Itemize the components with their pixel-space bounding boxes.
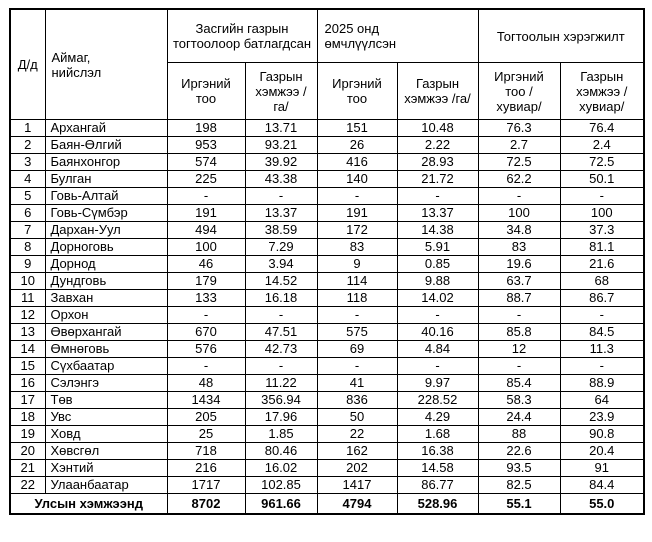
value-cell-impl-area-pct: 20.4 [560,443,644,460]
value-cell-approved-citizens: 100 [167,239,245,256]
value-cell-impl-area-pct: 76.4 [560,120,644,137]
value-cell-2025-area: 28.93 [397,154,478,171]
total-impl-citizens-pct: 55.1 [478,494,560,515]
value-cell-approved-citizens: 953 [167,137,245,154]
value-cell-2025-area: 86.77 [397,477,478,494]
value-cell-2025-area: - [397,358,478,375]
value-cell-impl-area-pct: 100 [560,205,644,222]
value-cell-2025-citizens: 836 [317,392,397,409]
value-cell-impl-area-pct: 72.5 [560,154,644,171]
value-cell-2025-area: 228.52 [397,392,478,409]
value-cell-approved-area: 93.21 [245,137,317,154]
value-cell-2025-area: 14.02 [397,290,478,307]
table-row [10,256,644,273]
province-name-cell: Архангай [45,120,167,137]
value-cell-2025-area: 10.48 [397,120,478,137]
value-cell-approved-area: 42.73 [245,341,317,358]
row-index-cell: 15 [10,358,45,375]
row-index-cell: 11 [10,290,45,307]
value-cell-impl-area-pct: 37.3 [560,222,644,239]
province-name-cell: Улаанбаатар [45,477,167,494]
value-cell-approved-area: 16.02 [245,460,317,477]
value-cell-2025-citizens: - [317,188,397,205]
province-name-cell: Өмнөговь [45,341,167,358]
value-cell-approved-area: 17.96 [245,409,317,426]
row-index-cell: 12 [10,307,45,324]
value-cell-impl-citizens-pct: - [478,188,560,205]
row-index-cell: 19 [10,426,45,443]
total-2025-area: 528.96 [397,494,478,515]
total-2025-citizens: 4794 [317,494,397,515]
table-row [10,460,644,477]
value-cell-impl-area-pct: 68 [560,273,644,290]
value-cell-impl-citizens-pct: 85.8 [478,324,560,341]
value-cell-2025-area: 2.22 [397,137,478,154]
value-cell-impl-citizens-pct: 63.7 [478,273,560,290]
province-name-cell: Булган [45,171,167,188]
value-cell-approved-citizens: 574 [167,154,245,171]
table-row [10,392,644,409]
value-cell-2025-citizens: - [317,307,397,324]
value-cell-2025-area: 13.37 [397,205,478,222]
row-index-cell: 4 [10,171,45,188]
table-row [10,324,644,341]
table-row [10,358,644,375]
column-group-approved: Засгийн газрын тогтоолоор батлагдсан [167,9,317,63]
value-cell-impl-area-pct: - [560,358,644,375]
province-name-cell: Баянхонгор [45,154,167,171]
row-index-cell: 17 [10,392,45,409]
value-cell-impl-citizens-pct: 22.6 [478,443,560,460]
value-cell-approved-citizens: 225 [167,171,245,188]
value-cell-impl-area-pct: 2.4 [560,137,644,154]
value-cell-approved-citizens: 1434 [167,392,245,409]
province-name-cell: Дархан-Уул [45,222,167,239]
value-cell-2025-area: 9.97 [397,375,478,392]
province-name-cell: Увс [45,409,167,426]
value-cell-approved-area: 13.71 [245,120,317,137]
value-cell-approved-citizens: 133 [167,290,245,307]
row-index-cell: 8 [10,239,45,256]
province-name-cell: Төв [45,392,167,409]
value-cell-approved-citizens: 216 [167,460,245,477]
column-group-2025-label: 2025 онд өмчлүүлсэн [324,21,397,51]
value-cell-impl-citizens-pct: 93.5 [478,460,560,477]
table-row [10,137,644,154]
value-cell-impl-citizens-pct: 12 [478,341,560,358]
province-name-cell: Дундговь [45,273,167,290]
column-header-index: Д/д [10,9,45,120]
row-index-cell: 6 [10,205,45,222]
value-cell-2025-citizens: 22 [317,426,397,443]
value-cell-approved-citizens: 191 [167,205,245,222]
value-cell-approved-area: 38.59 [245,222,317,239]
table-row [10,426,644,443]
province-name-cell: Говь-Сүмбэр [45,205,167,222]
value-cell-2025-area: 16.38 [397,443,478,460]
row-index-cell: 16 [10,375,45,392]
value-cell-impl-citizens-pct: 76.3 [478,120,560,137]
row-index-cell: 14 [10,341,45,358]
column-header-aimag-label: Аймаг, нийслэл [51,49,102,80]
value-cell-approved-area: 16.18 [245,290,317,307]
value-cell-impl-area-pct: 84.5 [560,324,644,341]
total-approved-citizens: 8702 [167,494,245,515]
value-cell-2025-citizens: 151 [317,120,397,137]
row-index-cell: 20 [10,443,45,460]
table-row [10,307,644,324]
province-name-cell: Говь-Алтай [45,188,167,205]
value-cell-approved-area: 356.94 [245,392,317,409]
value-cell-impl-citizens-pct: 88.7 [478,290,560,307]
value-cell-impl-citizens-pct: 83 [478,239,560,256]
value-cell-impl-citizens-pct: 72.5 [478,154,560,171]
value-cell-approved-area: 47.51 [245,324,317,341]
row-index-cell: 9 [10,256,45,273]
value-cell-approved-area: - [245,188,317,205]
column-group-implementation: Тогтоолын хэрэгжилт [478,9,644,63]
value-cell-impl-area-pct: - [560,307,644,324]
value-cell-impl-citizens-pct: 34.8 [478,222,560,239]
total-label-cell: Улсын хэмжээнд [10,494,167,515]
province-name-cell: Сэлэнгэ [45,375,167,392]
value-cell-2025-citizens: 140 [317,171,397,188]
value-cell-2025-area: - [397,188,478,205]
value-cell-approved-citizens: 670 [167,324,245,341]
value-cell-2025-citizens: 172 [317,222,397,239]
value-cell-2025-citizens: 50 [317,409,397,426]
value-cell-approved-area: 14.52 [245,273,317,290]
value-cell-impl-area-pct: 88.9 [560,375,644,392]
value-cell-approved-area: 80.46 [245,443,317,460]
value-cell-approved-citizens: 48 [167,375,245,392]
value-cell-2025-citizens: 41 [317,375,397,392]
value-cell-impl-area-pct: 23.9 [560,409,644,426]
province-name-cell: Сүхбаатар [45,358,167,375]
value-cell-approved-area: - [245,307,317,324]
value-cell-impl-citizens-pct: 24.4 [478,409,560,426]
value-cell-impl-area-pct: 86.7 [560,290,644,307]
value-cell-approved-area: 102.85 [245,477,317,494]
table-row [10,222,644,239]
value-cell-approved-citizens: - [167,307,245,324]
value-cell-2025-citizens: 1417 [317,477,397,494]
province-name-cell: Өвөрхангай [45,324,167,341]
province-name-cell: Дорноговь [45,239,167,256]
value-cell-approved-citizens: 205 [167,409,245,426]
value-cell-approved-citizens: 46 [167,256,245,273]
subcolumn-2025-area: Газрын хэмжээ /га/ [397,63,478,120]
value-cell-2025-citizens: - [317,358,397,375]
row-index-cell: 1 [10,120,45,137]
total-row [10,494,644,515]
subcolumn-impl-citizens-pct: Иргэний тоо /хувиар/ [478,63,560,120]
value-cell-2025-citizens: 575 [317,324,397,341]
value-cell-approved-citizens: 718 [167,443,245,460]
value-cell-2025-area: 9.88 [397,273,478,290]
province-name-cell: Хэнтий [45,460,167,477]
province-name-cell: Дорнод [45,256,167,273]
value-cell-2025-area: 14.38 [397,222,478,239]
province-name-cell: Баян-Өлгий [45,137,167,154]
table-row [10,443,644,460]
value-cell-2025-citizens: 191 [317,205,397,222]
table-row [10,120,644,137]
value-cell-impl-citizens-pct: 85.4 [478,375,560,392]
header-group-row [10,9,644,63]
value-cell-2025-area: 14.58 [397,460,478,477]
value-cell-approved-citizens: 179 [167,273,245,290]
value-cell-impl-area-pct: 21.6 [560,256,644,273]
value-cell-impl-area-pct: 11.3 [560,341,644,358]
value-cell-2025-citizens: 162 [317,443,397,460]
table-row [10,341,644,358]
table-row [10,205,644,222]
table-row [10,477,644,494]
row-index-cell: 5 [10,188,45,205]
value-cell-2025-area: 4.29 [397,409,478,426]
value-cell-2025-area: 21.72 [397,171,478,188]
value-cell-2025-area: 0.85 [397,256,478,273]
value-cell-impl-area-pct: 64 [560,392,644,409]
value-cell-impl-citizens-pct: - [478,358,560,375]
value-cell-impl-area-pct: 91 [560,460,644,477]
value-cell-approved-citizens: 494 [167,222,245,239]
table-row [10,409,644,426]
province-name-cell: Орхон [45,307,167,324]
value-cell-approved-citizens: 1717 [167,477,245,494]
table-footer [10,494,644,515]
value-cell-impl-citizens-pct: 19.6 [478,256,560,273]
row-index-cell: 10 [10,273,45,290]
value-cell-approved-area: 43.38 [245,171,317,188]
land-privatization-table [9,8,645,515]
value-cell-impl-citizens-pct: 62.2 [478,171,560,188]
value-cell-2025-citizens: 83 [317,239,397,256]
value-cell-impl-area-pct: 50.1 [560,171,644,188]
value-cell-impl-citizens-pct: 88 [478,426,560,443]
value-cell-approved-citizens: 576 [167,341,245,358]
row-index-cell: 18 [10,409,45,426]
table-row [10,154,644,171]
value-cell-impl-area-pct: - [560,188,644,205]
value-cell-impl-citizens-pct: 100 [478,205,560,222]
table-header [10,9,644,120]
value-cell-impl-citizens-pct: 2.7 [478,137,560,154]
value-cell-impl-citizens-pct: - [478,307,560,324]
row-index-cell: 2 [10,137,45,154]
row-index-cell: 7 [10,222,45,239]
value-cell-approved-area: 39.92 [245,154,317,171]
table-row [10,171,644,188]
value-cell-2025-area: 5.91 [397,239,478,256]
column-group-2025 [317,9,478,63]
value-cell-impl-citizens-pct: 58.3 [478,392,560,409]
value-cell-approved-area: 13.37 [245,205,317,222]
value-cell-2025-citizens: 118 [317,290,397,307]
subcolumn-impl-area-pct: Газрын хэмжээ /хувиар/ [560,63,644,120]
value-cell-approved-citizens: - [167,188,245,205]
value-cell-approved-citizens: 25 [167,426,245,443]
value-cell-2025-area: 1.68 [397,426,478,443]
table-body [10,120,644,494]
value-cell-2025-citizens: 9 [317,256,397,273]
value-cell-approved-area: 11.22 [245,375,317,392]
subcolumn-2025-citizens: Иргэний тоо [317,63,397,120]
value-cell-2025-area: 4.84 [397,341,478,358]
value-cell-2025-citizens: 202 [317,460,397,477]
value-cell-2025-citizens: 416 [317,154,397,171]
row-index-cell: 3 [10,154,45,171]
column-header-aimag [45,9,167,120]
value-cell-approved-area: 1.85 [245,426,317,443]
province-name-cell: Ховд [45,426,167,443]
value-cell-approved-citizens: - [167,358,245,375]
table-row [10,273,644,290]
table-row [10,188,644,205]
value-cell-2025-citizens: 114 [317,273,397,290]
subcolumn-approved-area: Газрын хэмжээ /га/ [245,63,317,120]
province-name-cell: Хөвсгөл [45,443,167,460]
row-index-cell: 22 [10,477,45,494]
value-cell-impl-area-pct: 90.8 [560,426,644,443]
value-cell-2025-area: - [397,307,478,324]
table-row [10,239,644,256]
value-cell-approved-area: - [245,358,317,375]
value-cell-2025-citizens: 69 [317,341,397,358]
value-cell-impl-citizens-pct: 82.5 [478,477,560,494]
table-row [10,290,644,307]
value-cell-impl-area-pct: 84.4 [560,477,644,494]
table-row [10,375,644,392]
subcolumn-approved-citizens: Иргэний тоо [167,63,245,120]
total-impl-area-pct: 55.0 [560,494,644,515]
value-cell-2025-area: 40.16 [397,324,478,341]
row-index-cell: 21 [10,460,45,477]
total-approved-area: 961.66 [245,494,317,515]
value-cell-approved-citizens: 198 [167,120,245,137]
value-cell-approved-area: 3.94 [245,256,317,273]
value-cell-2025-citizens: 26 [317,137,397,154]
value-cell-impl-area-pct: 81.1 [560,239,644,256]
value-cell-approved-area: 7.29 [245,239,317,256]
province-name-cell: Завхан [45,290,167,307]
row-index-cell: 13 [10,324,45,341]
